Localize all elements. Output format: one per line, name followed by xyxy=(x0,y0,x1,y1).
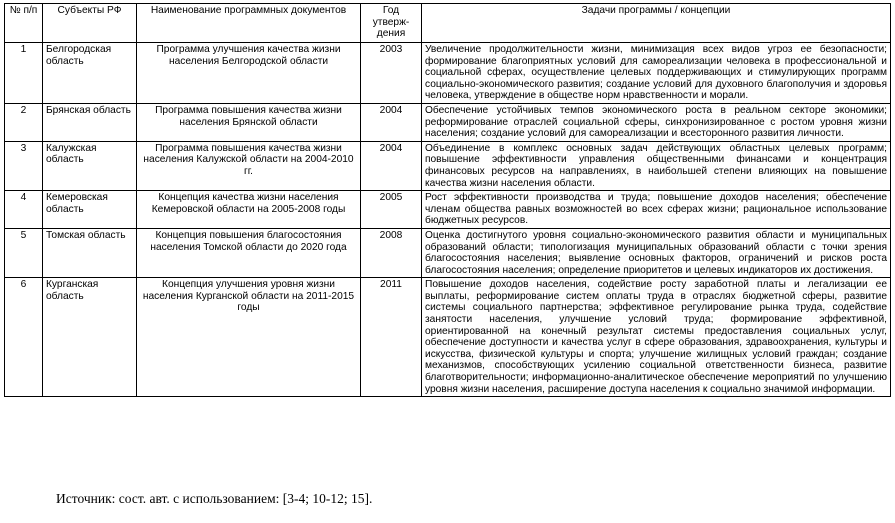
row-tasks: Обеспечение устойчивых темпов экономического роста в реальном секторе экономики; реформирование отраслей социальной сферы, синхронизированное с ростом уровня жизни населения; создание условий для самореализации и всесторонного развития личности. xyxy=(422,103,891,141)
row-subject: Белгородская область xyxy=(43,43,137,104)
row-num: 4 xyxy=(5,191,43,229)
row-subject: Брянская область xyxy=(43,103,137,141)
row-num: 6 xyxy=(5,278,43,397)
row-year: 2005 xyxy=(361,191,422,229)
table-header-row xyxy=(5,4,891,43)
row-num: 1 xyxy=(5,43,43,104)
header-tasks: Задачи программы / концепции xyxy=(422,4,891,43)
table-row xyxy=(5,191,891,229)
regions-table xyxy=(4,3,891,397)
header-subject: Субъекты РФ xyxy=(43,4,137,43)
table-row xyxy=(5,278,891,397)
table-row xyxy=(5,103,891,141)
table-row xyxy=(5,228,891,277)
row-program: Концепция улучшения уровня жизни населения Курганской области на 2011-2015 годы xyxy=(137,278,361,397)
header-year: Год утверж-дения xyxy=(361,4,422,43)
row-year: 2003 xyxy=(361,43,422,104)
source-note: Источник: сост. авт. с использованием: [3-4; 10-12; 15]. xyxy=(56,491,373,506)
row-year: 2011 xyxy=(361,278,422,397)
row-subject: Томская область xyxy=(43,228,137,277)
row-tasks: Объединение в комплекс основных задач действующих областных целевых программ; повышение эффективности управления общественными финансами и концентрация финансовых ресурсов на направлениях, в наибольшей степени влияющих на повышение качества жизни населения области. xyxy=(422,141,891,190)
row-tasks: Увеличение продолжительности жизни, минимизация всех видов угроз ее безопасности; формирование благоприятных условий для самореализации человека в профессиональной и социальной сферах, осуществление целевых поддерживающих и стимулирующих программ социально-экономического развития; создание условий для духовного благополучия и здоровья человека, утверждение в обществе норм нравственности и морали. xyxy=(422,43,891,104)
row-program: Концепция качества жизни населения Кемеровской области на 2005-2008 годы xyxy=(137,191,361,229)
row-tasks: Оценка достигнутого уровня социально-экономического развития области и муниципальных образований области; типологизация муниципальных образований области с точки зрения благосостояния населения; выявление основных факторов, ограничений и рисков роста благосостояния населения; определение приоритетов и целевых индикаторов их достижения. xyxy=(422,228,891,277)
row-tasks: Повышение доходов населения, содействие росту заработной платы и легализации ее выплаты, реформирование систем оплаты труда в отраслях бюджетной сферы, развитие системы социального партнерства; эффективное регулирование рынка труда, содействие занятости населения, улучшение условий труда; формирование эффективной, ориентированной на конечный результат системы предоставления социальных услуг, обеспечение доступности и качества услуг в сфере образования, здравоохранения, культуры и искусства, физической культуры и спорта; улучшение жилищных условий граждан; создание механизмов, способствующих усилению социальной ответственности бизнеса, развитие благотворительности; информационно-аналитическое обеспечение мероприятий по улучшению уровня жизни населения, расширение доступа населения к социально значимой информации. xyxy=(422,278,891,397)
row-program: Концепция повышения благосостояния населения Томской области до 2020 года xyxy=(137,228,361,277)
row-program: Программа повышения качества жизни населения Калужской области на 2004-2010 гг. xyxy=(137,141,361,190)
row-subject: Калужская область xyxy=(43,141,137,190)
row-year: 2008 xyxy=(361,228,422,277)
row-num: 5 xyxy=(5,228,43,277)
row-program: Программа повышения качества жизни населения Брянской области xyxy=(137,103,361,141)
row-subject: Кемеровская область xyxy=(43,191,137,229)
table-row xyxy=(5,141,891,190)
header-program: Наименование программных документов xyxy=(137,4,361,43)
row-num: 2 xyxy=(5,103,43,141)
row-num: 3 xyxy=(5,141,43,190)
row-year: 2004 xyxy=(361,103,422,141)
header-num: № п/п xyxy=(5,4,43,43)
row-tasks: Рост эффективности производства и труда; повышение доходов населения; обеспечение членам общества равных возможностей во всех сферах жизни; рациональное использование бюджетных ресурсов. xyxy=(422,191,891,229)
table-row xyxy=(5,43,891,104)
row-year: 2004 xyxy=(361,141,422,190)
row-subject: Курганская область xyxy=(43,278,137,397)
row-program: Программа улучшения качества жизни населения Белгородской области xyxy=(137,43,361,104)
